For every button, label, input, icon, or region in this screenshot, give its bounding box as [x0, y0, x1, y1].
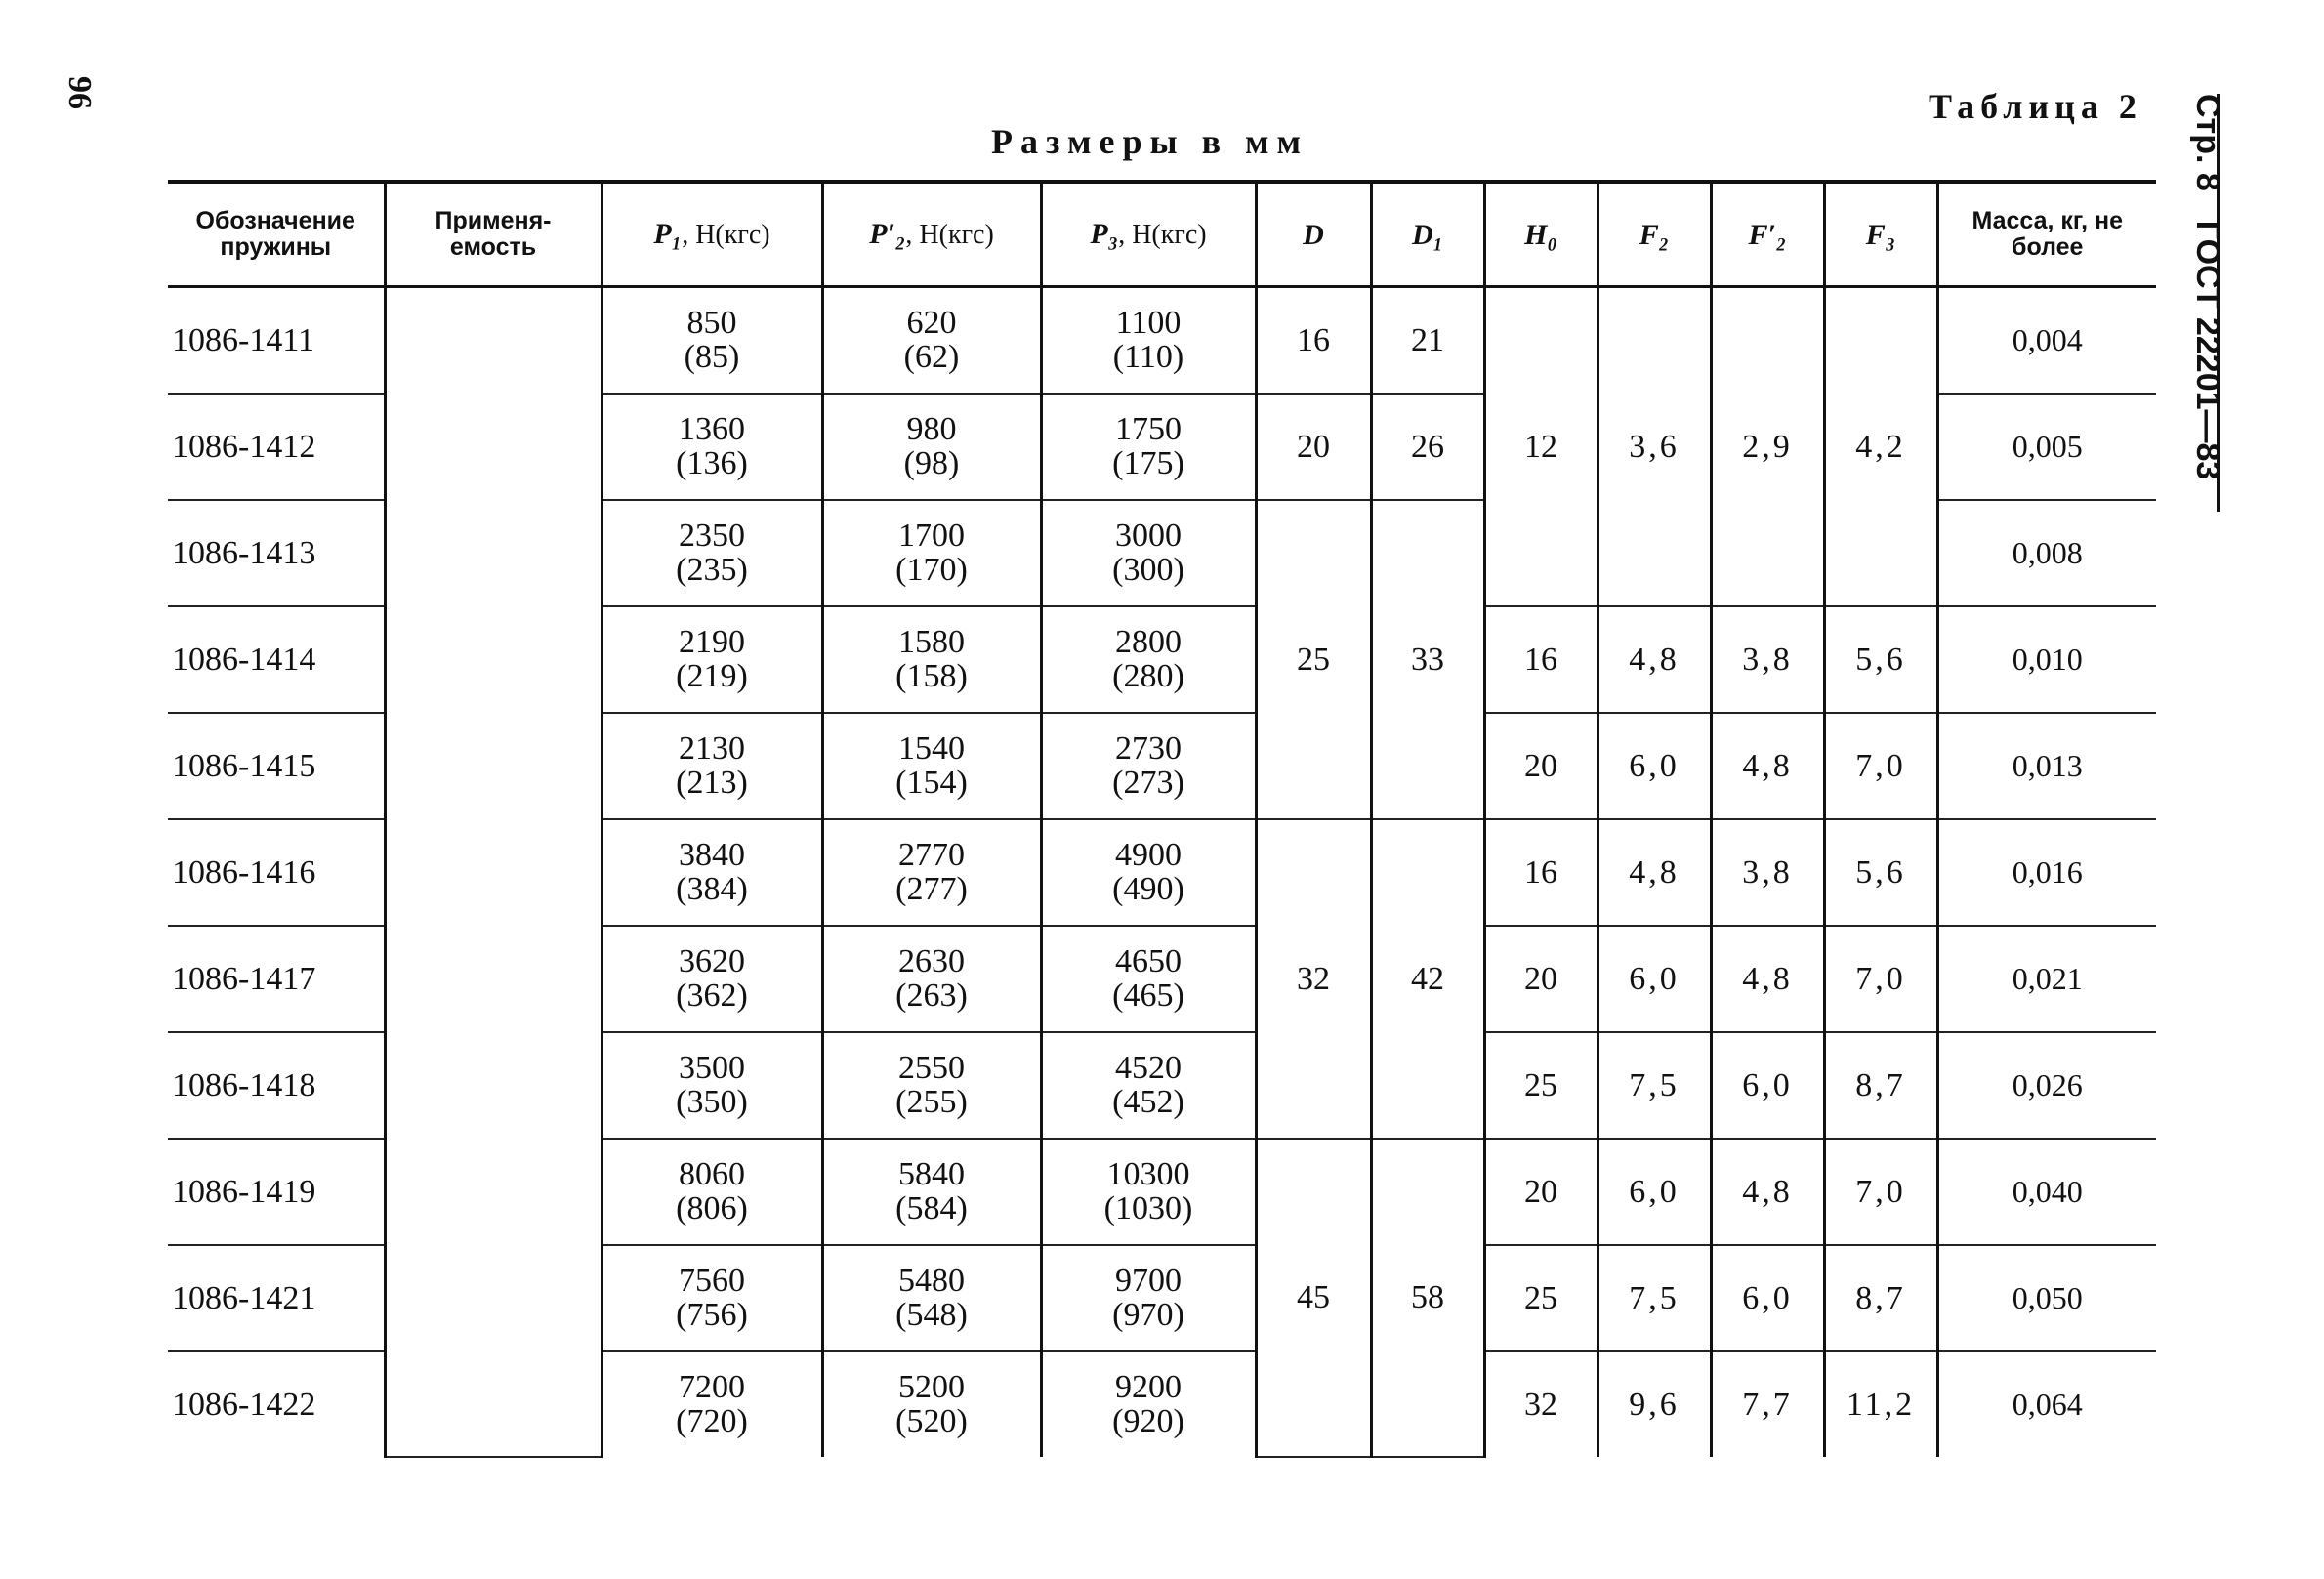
- mass-cell: 0,016: [1937, 819, 2156, 926]
- col-header-p1: P₁, Н(кгс): [602, 182, 822, 287]
- f3-cell: 11,2: [1824, 1351, 1937, 1457]
- f2-prime-cell: 3,8: [1711, 606, 1824, 713]
- f2-cell: 9,6: [1598, 1351, 1711, 1457]
- mass-cell: 0,010: [1937, 606, 2156, 713]
- d1-cell: 33: [1371, 500, 1484, 819]
- mass-cell: 0,021: [1937, 926, 2156, 1032]
- d1-cell: 58: [1371, 1139, 1484, 1457]
- h0-cell: 25: [1484, 1245, 1598, 1351]
- f2-prime-cell: 2,9: [1711, 287, 1824, 607]
- col-header-f2: F₂: [1598, 182, 1711, 287]
- spring-code: 1086-1422: [168, 1351, 385, 1457]
- p3-cell: 2730 (273): [1041, 713, 1256, 819]
- d-cell: 25: [1256, 500, 1371, 819]
- mass-cell: 0,008: [1937, 500, 2156, 606]
- p1-cell: 7200 (720): [602, 1351, 822, 1457]
- d1-cell: 42: [1371, 819, 1484, 1139]
- spring-code: 1086-1421: [168, 1245, 385, 1351]
- mass-cell: 0,040: [1937, 1139, 2156, 1245]
- p1-cell: 2130 (213): [602, 713, 822, 819]
- col-header-d1: D₁: [1371, 182, 1484, 287]
- col-header-mass: Масса, кг, не более: [1937, 182, 2156, 287]
- f3-cell: 4,2: [1824, 287, 1937, 607]
- p3-cell: 1100 (110): [1041, 287, 1256, 395]
- p3-cell: 4900 (490): [1041, 819, 1256, 926]
- col-header-d: D: [1256, 182, 1371, 287]
- f2-cell: 6,0: [1598, 1139, 1711, 1245]
- h0-cell: 20: [1484, 1139, 1598, 1245]
- h0-cell: 32: [1484, 1351, 1598, 1457]
- p3-cell: 9700 (970): [1041, 1245, 1256, 1351]
- p2-cell: 2770 (277): [822, 819, 1041, 926]
- p2-cell: 620 (62): [822, 287, 1041, 395]
- p3-cell: 4650 (465): [1041, 926, 1256, 1032]
- table-row: [168, 287, 2156, 395]
- mass-cell: 0,005: [1937, 394, 2156, 500]
- p1-cell: 7560 (756): [602, 1245, 822, 1351]
- p2-cell: 5200 (520): [822, 1351, 1041, 1457]
- p1-cell: 850 (85): [602, 287, 822, 395]
- p2-cell: 5840 (584): [822, 1139, 1041, 1245]
- p2-cell: 2630 (263): [822, 926, 1041, 1032]
- mass-cell: 0,004: [1937, 287, 2156, 395]
- col-header-h0: H₀: [1484, 182, 1598, 287]
- p1-cell: 3500 (350): [602, 1032, 822, 1139]
- p1-cell: 2350 (235): [602, 500, 822, 606]
- f3-cell: 5,6: [1824, 819, 1937, 926]
- spring-code: 1086-1412: [168, 394, 385, 500]
- col-header-f3: F₃: [1824, 182, 1937, 287]
- p1-cell: 3840 (384): [602, 819, 822, 926]
- d1-cell: 21: [1371, 287, 1484, 395]
- f2-cell: 4,8: [1598, 606, 1711, 713]
- f2-cell: 3,6: [1598, 287, 1711, 607]
- f2-prime-cell: 6,0: [1711, 1245, 1824, 1351]
- f3-cell: 8,7: [1824, 1032, 1937, 1139]
- side-stamp-standard: ГОСТ 22201—83: [2189, 220, 2226, 480]
- f2-cell: 6,0: [1598, 926, 1711, 1032]
- f3-cell: 7,0: [1824, 713, 1937, 819]
- page-number: 96: [62, 76, 98, 109]
- spring-code: 1086-1415: [168, 713, 385, 819]
- col-header-f2-prime: F′₂: [1711, 182, 1824, 287]
- f2-cell: 4,8: [1598, 819, 1711, 926]
- side-stamp-page: Стр. 8: [2189, 94, 2226, 191]
- f2-cell: 7,5: [1598, 1245, 1711, 1351]
- mass-cell: 0,064: [2012, 1387, 2083, 1422]
- p2-cell: 1700 (170): [822, 500, 1041, 606]
- h0-cell: 20: [1484, 926, 1598, 1032]
- table-label: Таблица 2: [1929, 87, 2142, 126]
- col-header-p3: P₃, Н(кгс): [1041, 182, 1256, 287]
- d-cell: 45: [1256, 1139, 1371, 1457]
- p2-cell: 5480 (548): [822, 1245, 1041, 1351]
- side-stamp: [2188, 94, 2226, 553]
- p1-cell: 8060 (806): [602, 1139, 822, 1245]
- d-cell: 16: [1256, 287, 1371, 395]
- f2-prime-cell: 4,8: [1711, 926, 1824, 1032]
- d1-cell: 26: [1371, 394, 1484, 500]
- p1-cell: 3620 (362): [602, 926, 822, 1032]
- col-header-designation: Обозначение пружины: [168, 182, 385, 287]
- mass-cell: 0,050: [1937, 1245, 2156, 1351]
- f3-cell: 7,0: [1824, 1139, 1937, 1245]
- p1-cell: 1360 (136): [602, 394, 822, 500]
- f3-cell: 8,7: [1824, 1245, 1937, 1351]
- h0-cell: 25: [1484, 1032, 1598, 1139]
- spring-code: 1086-1417: [168, 926, 385, 1032]
- spring-code: 1086-1413: [168, 500, 385, 606]
- units-caption: Размеры в мм: [991, 122, 1309, 161]
- f2-prime-cell: 3,8: [1711, 819, 1824, 926]
- h0-cell: 16: [1484, 819, 1598, 926]
- p3-cell: 4520 (452): [1041, 1032, 1256, 1139]
- f3-cell: 7,0: [1824, 926, 1937, 1032]
- f3-cell: 5,6: [1824, 606, 1937, 713]
- f2-prime-cell: 4,8: [1711, 1139, 1824, 1245]
- spring-dimensions-table: [168, 180, 2156, 1458]
- d-cell: 20: [1256, 394, 1371, 500]
- spring-code: 1086-1414: [168, 606, 385, 713]
- f2-cell: 7,5: [1598, 1032, 1711, 1139]
- mass-cell: 0,026: [1937, 1032, 2156, 1139]
- p3-cell: 3000 (300): [1041, 500, 1256, 606]
- col-header-applicability: Применя-емость: [385, 182, 602, 287]
- f2-prime-cell: 6,0: [1711, 1032, 1824, 1139]
- p2-cell: 2550 (255): [822, 1032, 1041, 1139]
- p2-cell: 1540 (154): [822, 713, 1041, 819]
- spring-code: 1086-1419: [168, 1139, 385, 1245]
- p2-cell: 1580 (158): [822, 606, 1041, 713]
- spring-code: 1086-1411: [168, 287, 385, 395]
- f2-prime-cell: 4,8: [1711, 713, 1824, 819]
- p3-cell: 2800 (280): [1041, 606, 1256, 713]
- applicability-cell: [385, 287, 602, 1458]
- p2-cell: 980 (98): [822, 394, 1041, 500]
- h0-cell: 20: [1484, 713, 1598, 819]
- spring-code: 1086-1416: [168, 819, 385, 926]
- p3-cell: 10300 (1030): [1041, 1139, 1256, 1245]
- mass-cell: 0,013: [1937, 713, 2156, 819]
- h0-cell: 12: [1484, 287, 1598, 607]
- header-row: [168, 182, 2156, 287]
- f2-cell: 6,0: [1598, 713, 1711, 819]
- d-cell: 32: [1256, 819, 1371, 1139]
- col-header-p2: P′₂, Н(кгс): [822, 182, 1041, 287]
- p3-cell: 9200 (920): [1041, 1351, 1256, 1457]
- p3-cell: 1750 (175): [1041, 394, 1256, 500]
- h0-cell: 16: [1484, 606, 1598, 713]
- p1-cell: 2190 (219): [602, 606, 822, 713]
- spring-code: 1086-1418: [168, 1032, 385, 1139]
- f2-prime-cell: 7,7: [1711, 1351, 1824, 1457]
